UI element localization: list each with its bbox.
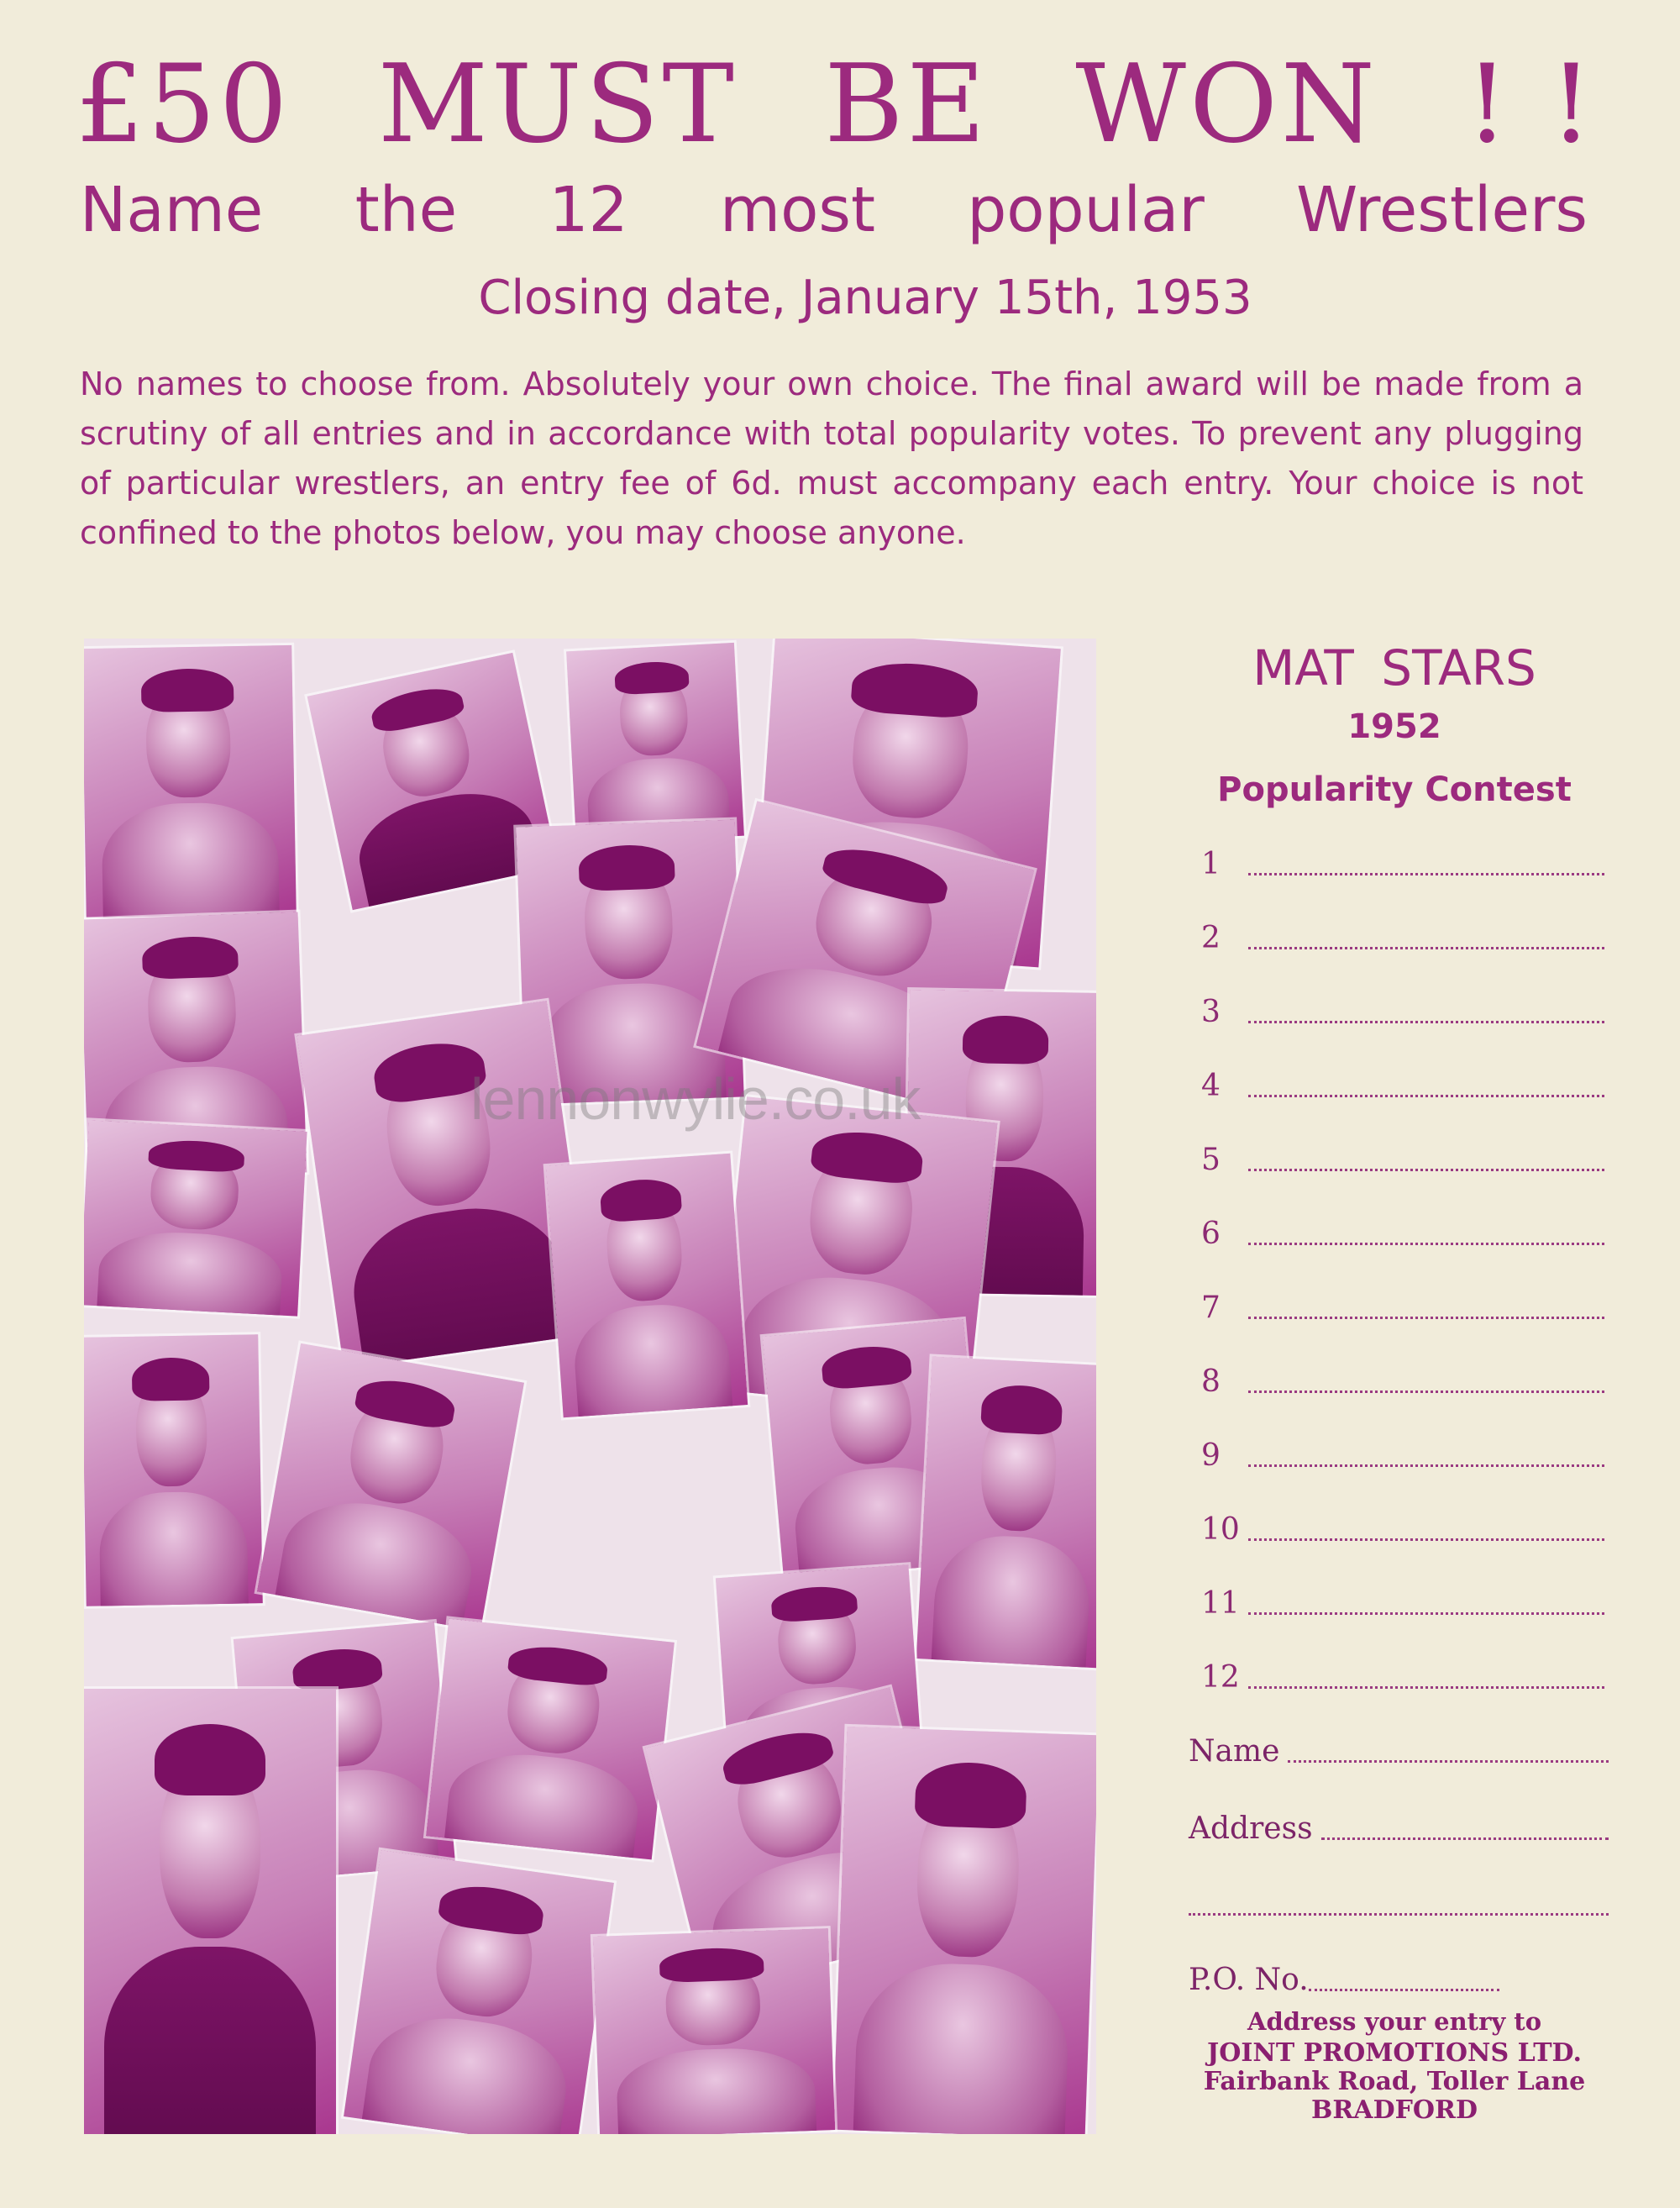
subhead-word: popular [967, 174, 1205, 246]
wrestler-photo [546, 1154, 748, 1418]
entry-line[interactable] [1201, 1212, 1604, 1254]
entry-line[interactable] [1201, 916, 1604, 958]
wrestler-photo [916, 1356, 1096, 1668]
entry-number: 1 [1201, 847, 1221, 881]
entry-number: 9 [1201, 1438, 1221, 1473]
address-field[interactable] [1189, 1806, 1609, 1848]
entry-form [1159, 622, 1630, 2134]
entry-line[interactable] [1201, 1285, 1604, 1327]
entry-dotted-line[interactable] [1248, 1021, 1604, 1023]
entry-dotted-line[interactable] [1248, 1095, 1604, 1097]
address-continuation-dotted-line[interactable] [1189, 1913, 1609, 1916]
entry-line[interactable] [1201, 1433, 1604, 1475]
entry-line[interactable] [1201, 1064, 1604, 1106]
intro-paragraph: No names to choose from. Absolutely your own choice. The final award will be made from a scrutiny of all entries and in accordance with total popularity votes. To prevent any plugging of particular wrestlers, an entry fee of 6d. must accompany each entry. Your choice is not confined to the photos below, you may choose anyone. [80, 365, 1583, 551]
wrestler-photo [833, 1727, 1096, 2134]
entry-number: 6 [1201, 1217, 1221, 1251]
wrestler-photo [84, 1689, 336, 2134]
address-dotted-line[interactable] [1321, 1837, 1609, 1840]
wrestler-photo [84, 1120, 307, 1316]
mailing-address [1159, 2004, 1630, 2125]
entry-line[interactable] [1201, 1655, 1604, 1697]
entry-dotted-line[interactable] [1248, 1538, 1604, 1541]
name-label: Name [1189, 1734, 1280, 1769]
entry-line[interactable] [1201, 1581, 1604, 1623]
po-number-dotted-line[interactable] [1309, 1989, 1499, 1991]
wrestler-photo [84, 1334, 263, 1606]
po-number-field[interactable] [1189, 1958, 1499, 2000]
entry-number: 7 [1201, 1291, 1221, 1325]
wrestler-photo [84, 645, 297, 917]
wrestler-photo-collage [84, 639, 1096, 2134]
entry-line[interactable] [1201, 1138, 1604, 1180]
wrestler-photo [344, 1850, 614, 2134]
subhead-word: 12 [549, 174, 628, 246]
headline-word-must: MUST [377, 42, 738, 167]
headline-word-be: BE [824, 42, 989, 167]
entry-line[interactable] [1201, 990, 1604, 1032]
prize-amount: £50 [76, 42, 291, 167]
entry-number: 2 [1201, 921, 1221, 955]
wrestler-photo [426, 1619, 675, 1860]
entry-number: 5 [1201, 1143, 1221, 1177]
entry-number: 11 [1201, 1586, 1240, 1621]
wrestler-photo [566, 643, 744, 844]
entry-line[interactable] [1201, 842, 1604, 884]
name-dotted-line[interactable] [1288, 1760, 1609, 1763]
entry-dotted-line[interactable] [1248, 873, 1604, 875]
headline [76, 42, 1596, 168]
wrestler-photo [257, 1343, 524, 1631]
wrestler-photo [593, 1928, 835, 2134]
subhead-word: most [720, 174, 875, 246]
town: BRADFORD [1311, 2095, 1478, 2125]
address-heading: Address your entry to [1247, 2007, 1542, 2036]
entry-line[interactable] [1201, 1507, 1604, 1549]
entry-number: 12 [1201, 1660, 1240, 1695]
name-field[interactable] [1189, 1729, 1609, 1771]
po-number-label: P.O. No. [1189, 1963, 1309, 1997]
headline-word-won: WON [1075, 42, 1378, 167]
entry-dotted-line[interactable] [1248, 1612, 1604, 1615]
entry-number: 8 [1201, 1364, 1221, 1399]
street-address: Fairbank Road, Toller Lane [1203, 2067, 1586, 2096]
company-name: JOINT PROMOTIONS LTD. [1207, 2038, 1582, 2068]
entry-number: 4 [1201, 1069, 1221, 1103]
subhead-word: the [354, 174, 458, 246]
subhead-word: Wrestlers [1296, 174, 1588, 246]
address-continuation-field[interactable] [1189, 1882, 1609, 1924]
form-subtitle: Popularity Contest [1217, 770, 1572, 809]
closing-date: Closing date, January 15th, 1953 [478, 271, 1252, 325]
entry-dotted-line[interactable] [1248, 1391, 1604, 1393]
subhead-word: Name [80, 174, 264, 246]
entry-number: 3 [1201, 995, 1221, 1029]
entry-dotted-line[interactable] [1248, 1243, 1604, 1245]
entry-dotted-line[interactable] [1248, 947, 1604, 949]
form-title: MAT STARS [1252, 639, 1536, 697]
entry-dotted-line[interactable] [1248, 1464, 1604, 1467]
entry-number: 10 [1201, 1512, 1240, 1547]
entry-dotted-line[interactable] [1248, 1169, 1604, 1171]
entry-dotted-line[interactable] [1248, 1317, 1604, 1319]
watermark: lennonwylie.co.uk [470, 1066, 921, 1132]
form-year: 1952 [1347, 707, 1441, 746]
subheadline [80, 168, 1588, 252]
entry-dotted-line[interactable] [1248, 1686, 1604, 1689]
address-label: Address [1189, 1811, 1313, 1846]
entry-line[interactable] [1201, 1359, 1604, 1401]
headline-exclamations: ! ! [1465, 42, 1596, 167]
